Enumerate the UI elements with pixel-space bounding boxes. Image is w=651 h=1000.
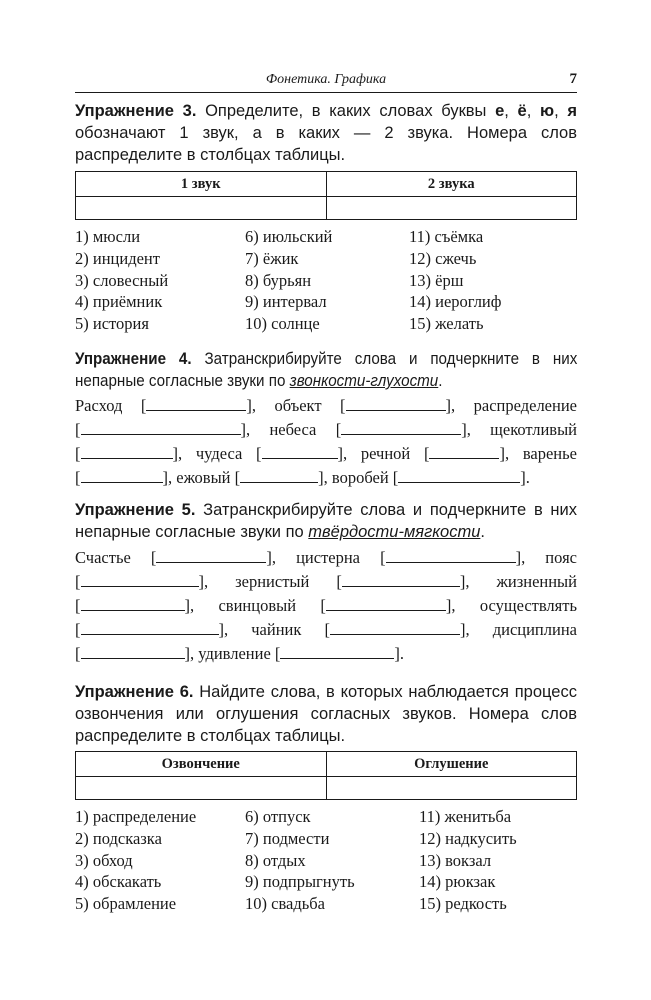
exercise-6-table [75,751,577,800]
transcription-blank[interactable] [81,444,173,459]
list-item: 15) редкость [419,894,507,914]
word-column [409,226,501,335]
exercise-3-word-list [75,226,595,338]
word-column [245,806,355,915]
list-item: 14) иероглиф [409,292,502,312]
table-header: Оглушение [326,752,577,777]
list-item: 8) бурьян [245,270,312,290]
table-answer-cell[interactable] [76,777,327,800]
transcription-blank[interactable] [262,444,338,459]
transcription-blank[interactable] [346,396,446,411]
transcription-blank[interactable] [398,468,520,483]
transcription-blank[interactable] [81,572,199,587]
transcription-blank[interactable] [280,644,394,659]
list-item: 3) обход [75,850,133,870]
list-item: 11) съёмка [409,227,484,246]
table-answer-cell[interactable] [326,197,577,220]
page-number: 7 [569,71,577,87]
transcription-blank[interactable] [240,468,318,483]
list-item: 1) мюсли [75,227,141,246]
transcription-blank[interactable] [81,420,241,435]
list-item: 14) рюкзак [419,872,496,892]
transcription-blank[interactable] [341,420,461,435]
table-answer-cell[interactable] [76,197,327,220]
word-column [75,806,196,915]
list-item: 4) приёмник [75,292,163,312]
list-item: 10) солнце [245,314,320,334]
list-item: 11) женитьба [419,807,512,826]
exercise-4-label: Упражнение 4. [75,350,192,368]
list-item: 7) ёжик [245,248,299,268]
term-underlined: твёрдости-мягкости [308,523,481,541]
list-item: 10) свадьба [245,894,325,914]
list-item: 15) желать [409,314,484,334]
list-item: 12) надкусить [419,828,517,848]
transcription-blank[interactable] [81,620,219,635]
transcription-blank[interactable] [81,596,185,611]
transcription-blank[interactable] [81,644,185,659]
transcription-blank[interactable] [429,444,499,459]
exercise-5-instructions: Упражнение 5. Затранскрибируйте слова и подчеркните в них непарные согласные звуки по твёрдости-мягкости. [75,501,577,541]
exercise-6-word-list [75,806,595,918]
list-item: 13) вокзал [419,850,492,870]
running-header [75,72,577,93]
list-item: 3) словесный [75,270,169,290]
list-item: 12) сжечь [409,248,477,268]
table-header: 2 звука [326,172,577,197]
list-item: 6) июльский [245,227,333,246]
table-answer-cell[interactable] [326,777,577,800]
exercise-5-transcriptions: Счастье [ ], цистерна [ ], пояс [ ], зернистый [ ], жизненный [ ], свинцовый [ ], осуществлять [ ], чайник [ ], дисциплина [ ], удивление [ ]. [75,548,577,663]
exercise-4-transcriptions: Расход [ ], объект [ ], распределение [ ], небеса [ ], щекотливый [ ], чудеса [ ], речной [ ], варенье [ ], ежовый [ ], воробей [ ]. [75,396,577,487]
list-item: 9) интервал [245,292,327,312]
exercise-6-instructions: Упражнение 6. Найдите слова, в которых наблюдается процесс озвончения или оглушения согласных звуков. Номера слов распределите в столбцах таблицы. [75,683,577,745]
exercise-3-table [75,171,577,220]
list-item: 1) распределение [75,807,197,826]
transcription-blank[interactable] [330,620,460,635]
list-item: 9) подпрыгнуть [245,872,355,892]
word-column [245,226,332,335]
exercise-3-instructions: Упражнение 3. Определите, в каких словах буквы е, ё, ю, я обозначают 1 звук, а в каких — 2 звука. Номера слов распределите в столбцах таблицы. [75,102,577,164]
transcription-blank[interactable] [326,596,446,611]
list-item: 13) ёрш [409,270,464,290]
transcription-blank[interactable] [386,548,516,563]
word-column [75,226,168,335]
list-item: 2) подсказка [75,828,162,848]
transcription-blank[interactable] [156,548,266,563]
list-item: 5) история [75,314,149,334]
transcription-blank[interactable] [342,572,460,587]
list-item: 7) подмести [245,828,330,848]
section-title: Фонетика. Графика [265,72,387,87]
exercise-5-label: Упражнение 5. [75,501,196,519]
table-header: Озвончение [76,752,327,777]
list-item: 2) инцидент [75,248,160,268]
list-item: 6) отпуск [245,807,311,826]
table-header: 1 звук [76,172,327,197]
transcription-blank[interactable] [146,396,246,411]
list-item: 8) отдых [245,850,306,870]
exercise-6-label: Упражнение 6. [75,683,194,701]
exercise-3-label: Упражнение 3. [75,102,197,120]
transcription-blank[interactable] [81,468,163,483]
term-underlined: звонкости-глухости [289,372,439,390]
list-item: 4) обскакать [75,872,162,892]
word-column [419,806,517,915]
exercise-4-instructions: Упражнение 4. Затранскрибируйте слова и подчеркните в них непарные согласные звуки по звонкости-глухости. [75,350,578,390]
list-item: 5) обрамление [75,894,177,914]
